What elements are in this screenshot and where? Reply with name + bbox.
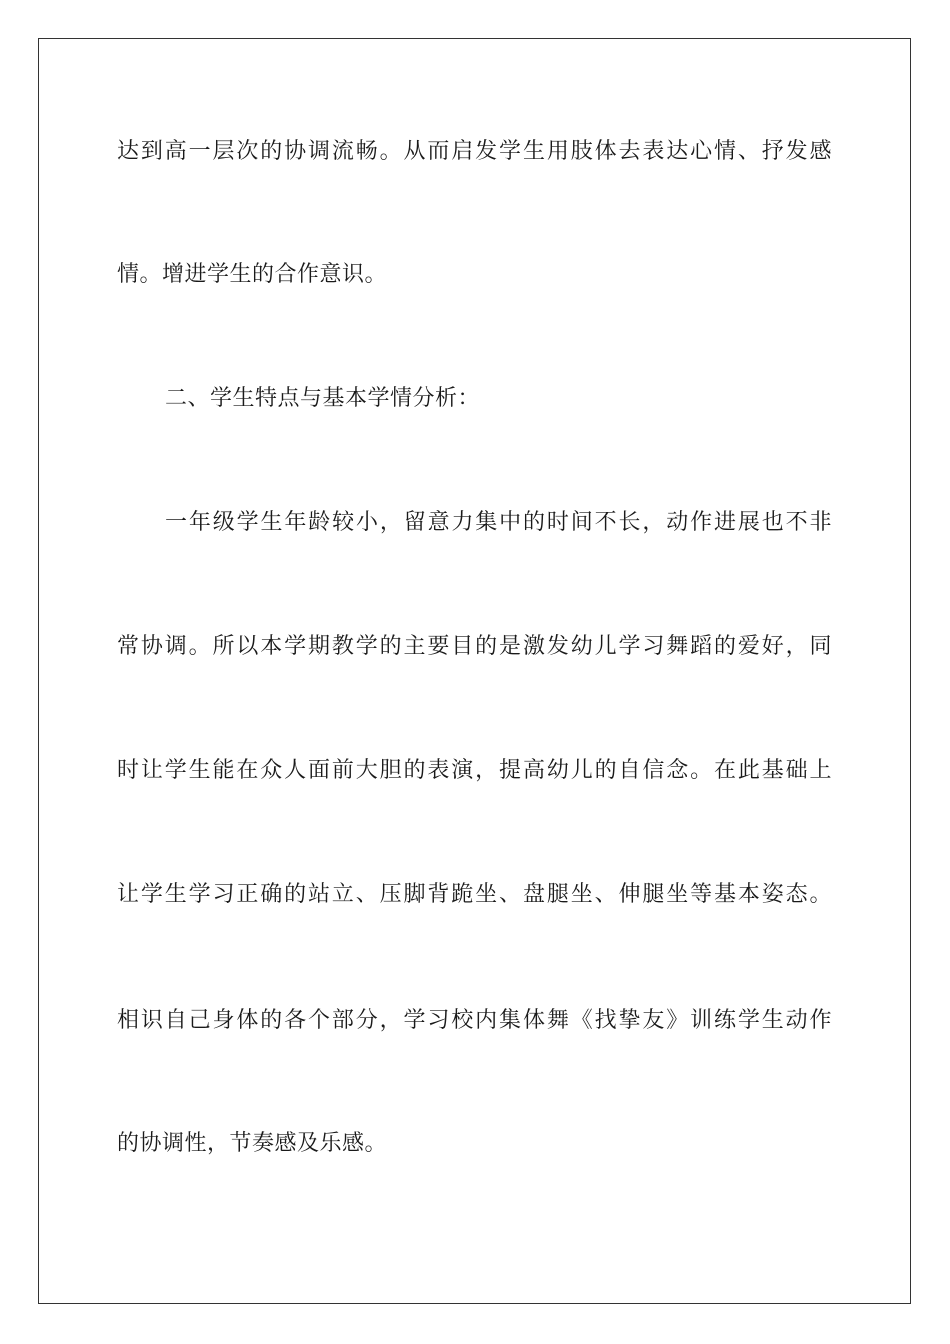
text-line-8: 相识自己身体的各个部分，学习校内集体舞《找挚友》训练学生动作 bbox=[117, 1008, 832, 1033]
text-line-4: 一年级学生年龄较小，留意力集中的时间不长，动作进展也不非 bbox=[165, 510, 832, 535]
section-heading: 二、学生特点与基本学情分析： bbox=[165, 386, 481, 411]
text-line-6: 时让学生能在众人面前大胆的表演，提高幼儿的自信念。在此基础上 bbox=[117, 758, 832, 783]
text-line-2: 情。增进学生的合作意识。 bbox=[117, 262, 388, 287]
page-frame bbox=[38, 38, 911, 1304]
text-line-1: 达到高一层次的协调流畅。从而启发学生用肢体去表达心情、抒发感 bbox=[117, 139, 832, 164]
text-line-9: 的协调性，节奏感及乐感。 bbox=[117, 1131, 388, 1156]
text-line-7: 让学生学习正确的站立、压脚背跪坐、盘腿坐、伸腿坐等基本姿态。 bbox=[117, 882, 832, 907]
text-line-5: 常协调。所以本学期教学的主要目的是激发幼儿学习舞蹈的爱好，同 bbox=[117, 634, 832, 659]
